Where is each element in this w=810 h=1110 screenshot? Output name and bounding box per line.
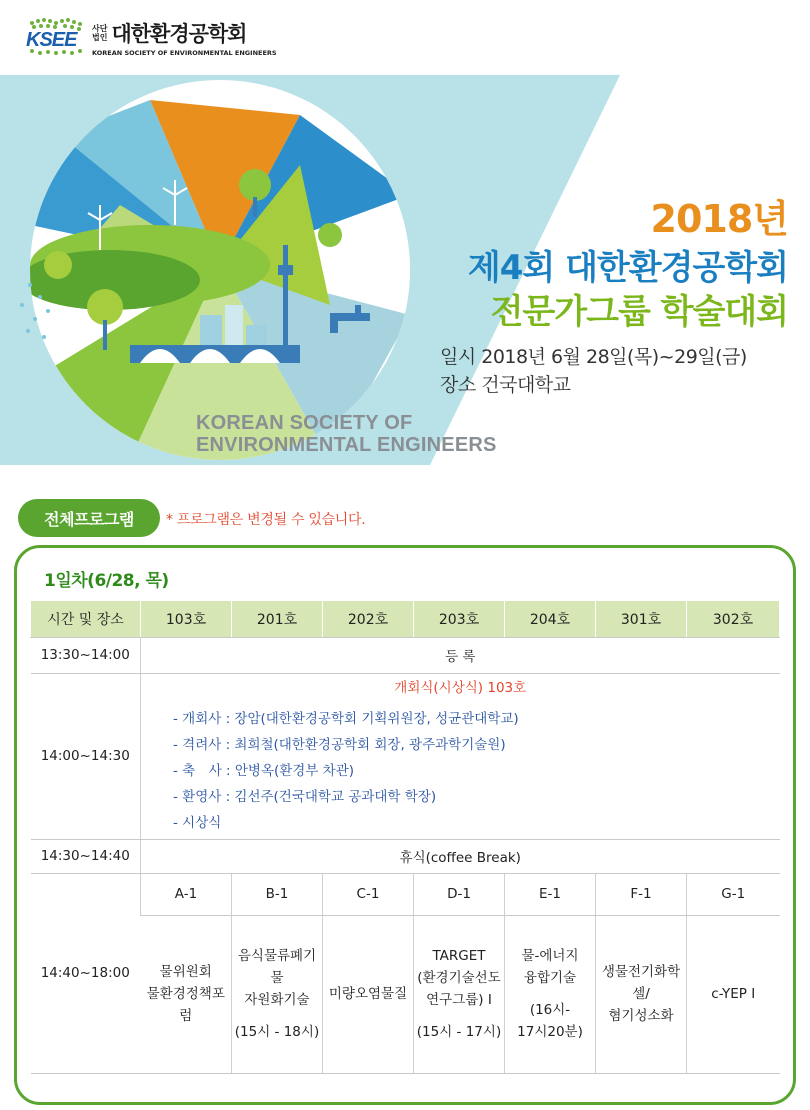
topic-line: 물-에너지 [521, 948, 579, 964]
header-cell: 시간 및 장소 [31, 601, 141, 637]
topic-cell [414, 915, 505, 1073]
table-row [31, 915, 780, 1073]
logo-small-bottom: 법인 [92, 32, 108, 42]
topic-line: TARGET [432, 948, 486, 964]
ksee-logo [24, 14, 277, 60]
logo-badge-text: KSEE [26, 29, 77, 51]
topic-cell [232, 915, 323, 1073]
registration-cell: 등 록 [141, 637, 780, 673]
topic-line: 미량오염물질 [328, 986, 408, 1002]
table-row [31, 839, 780, 873]
topic-line: 생물전기화학셀/ [601, 964, 681, 1002]
track-cell: A-1 [141, 873, 232, 915]
topic-cell [596, 915, 687, 1073]
header-cell: 301호 [596, 601, 687, 637]
header-cell: 302호 [687, 601, 780, 637]
logo-english: KOREAN SOCIETY OF ENVIRONMENTAL ENGINEERS [92, 48, 277, 57]
topic-cell [141, 915, 232, 1073]
header-cell: 202호 [323, 601, 414, 637]
time-cell: 13:30~14:00 [31, 637, 141, 673]
topic-line: 자원화기술 [244, 992, 310, 1008]
banner-org-line2: ENVIRONMENTAL ENGINEERS [196, 434, 497, 456]
topic-cell [687, 915, 780, 1073]
topic-time-note: (15시 - 17시) [416, 1024, 502, 1040]
list-item: - 개회사 : 장암(대한환경공학회 기획위원장, 성균관대학교) [173, 711, 519, 727]
logo-badge [24, 17, 88, 57]
topic-line: 음식물류폐기물 [237, 948, 317, 986]
event-title-line1: 제4회 대한환경공학회 [467, 248, 788, 288]
topic-time-note: (16시- [529, 1002, 571, 1018]
topic-cell [505, 915, 596, 1073]
day-title: 1일차(6/28, 목) [44, 571, 169, 591]
track-cell: B-1 [232, 873, 323, 915]
topic-line: 혐기성소화 [608, 1008, 674, 1024]
topic-line: c-YEP I [711, 986, 756, 1002]
header-cell: 103호 [141, 601, 232, 637]
table-header-row [31, 601, 780, 637]
time-cell: 14:40~18:00 [31, 873, 141, 1073]
table-row [31, 873, 780, 915]
list-item: - 격려사 : 최희철(대한환경공학회 회장, 광주과학기술원) [173, 737, 506, 753]
track-cell: F-1 [596, 873, 687, 915]
logo-small-top: 사단 [92, 23, 108, 33]
time-cell: 14:00~14:30 [31, 673, 141, 839]
logo-name: 대한환경공학회 [111, 21, 247, 46]
topic-line: 물환경정책포럼 [146, 986, 225, 1024]
list-item: - 축 사 : 안병옥(환경부 차관) [173, 763, 355, 779]
time-cell: 14:30~14:40 [31, 839, 141, 873]
event-title-line2: 전문가그룹 학술대회 [490, 292, 788, 332]
track-cell: D-1 [414, 873, 505, 915]
event-place: 장소 건국대학교 [440, 374, 571, 396]
banner-org-line1: KOREAN SOCIETY OF [196, 412, 413, 434]
topic-line: 물위원회 [159, 964, 212, 980]
program-notice: * 프로그램은 변경될 수 있습니다. [166, 512, 366, 528]
list-item: - 환영사 : 김선주(건국대학교 공과대학 학장) [173, 789, 437, 805]
header-cell: 203호 [414, 601, 505, 637]
banner-org-name [196, 412, 497, 456]
table-row [31, 637, 780, 673]
program-tab: 전체프로그램 [18, 499, 160, 537]
opening-list [173, 706, 780, 836]
topic-cell [323, 915, 414, 1073]
track-cell: G-1 [687, 873, 780, 915]
topic-line: 융합기술 [523, 970, 577, 986]
list-item: - 시상식 [173, 815, 222, 831]
track-cell: C-1 [323, 873, 414, 915]
break-cell: 휴식(coffee Break) [141, 839, 780, 873]
event-date: 일시 2018년 6월 28일(목)~29일(금) [440, 346, 747, 368]
schedule-table [30, 601, 780, 1074]
header-cell: 201호 [232, 601, 323, 637]
event-year: 2018년 [650, 197, 788, 241]
opening-heading: 개회식(시상식) 103호 [394, 680, 527, 696]
track-cell: E-1 [505, 873, 596, 915]
header-cell: 204호 [505, 601, 596, 637]
topic-line: 연구그룹) I [426, 992, 492, 1008]
table-row [31, 673, 780, 839]
opening-cell [141, 673, 780, 839]
topic-time-note: (15시 - 18시) [234, 1024, 320, 1040]
topic-time-note-2: 17시20분) [517, 1024, 583, 1040]
topic-line: (환경기술선도 [417, 970, 501, 986]
